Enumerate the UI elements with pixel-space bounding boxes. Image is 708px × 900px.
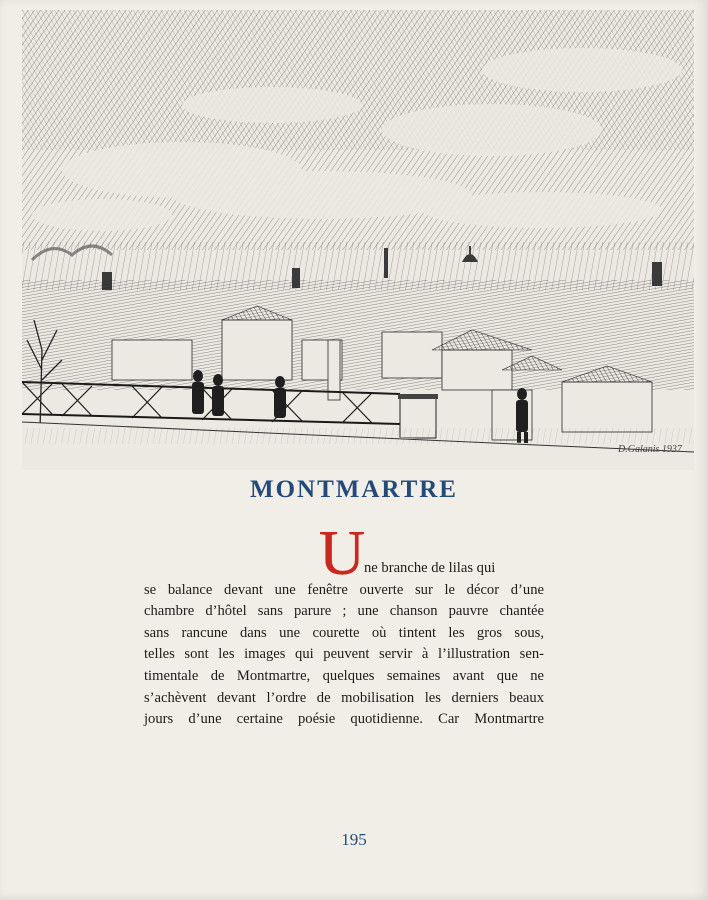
chapter-title: MONTMARTRE bbox=[249, 476, 458, 503]
text-line: telles sont les images qui peuvent servir à l’illustration sen- bbox=[144, 646, 544, 663]
text-line: timentale de Montmartre, quelques semaines avant que ne bbox=[144, 667, 544, 684]
text-line: jours d’une certaine poésie quotidienne. Car Montmartre bbox=[144, 711, 544, 728]
montmartre-etching-illustration bbox=[22, 10, 694, 470]
artist-signature: D.Galanis 1937 bbox=[618, 444, 682, 455]
text-line: chambre d’hôtel sans parure ; une chanson pauvre chantée bbox=[144, 603, 544, 620]
text-line: sans rancune dans une courette où tintent les gros sous, bbox=[144, 624, 544, 641]
page-number: 195 bbox=[341, 830, 367, 849]
text-line: se balance devant une fenêtre ouverte sur le décor d’une bbox=[144, 581, 544, 598]
text-line: ne branche de lilas qui bbox=[364, 560, 496, 576]
body-text bbox=[144, 558, 544, 731]
text-line: s’achèvent devant l’ordre de mobilisation les derniers beaux bbox=[144, 689, 544, 706]
dropcap-text: U bbox=[318, 522, 366, 580]
